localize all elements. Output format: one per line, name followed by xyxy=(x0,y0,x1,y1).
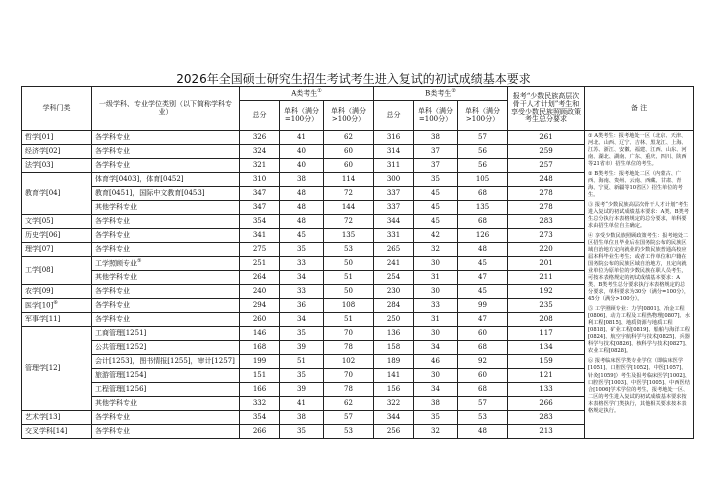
subject-cell: 公共管理[1252] xyxy=(92,341,240,355)
class-b-score-cell: 57 xyxy=(458,397,508,411)
class-a-score-cell: 266 xyxy=(240,425,280,439)
class-b-score-cell: 30 xyxy=(414,285,458,299)
special-score-cell: 257 xyxy=(508,159,585,173)
table-row xyxy=(22,131,694,145)
class-a-score-cell: 62 xyxy=(324,131,374,145)
remark-note: ③ 报考“少数民族高层次骨干人才计划”考生进入复试的初试成绩基本要求：A类、B类考生总分执行本表格规定的总分要求，单科要求由招生单位自主确定。 xyxy=(588,202,689,230)
class-b-score-cell: 241 xyxy=(374,257,414,271)
class-b-score-cell: 256 xyxy=(374,425,414,439)
special-score-cell: 283 xyxy=(508,411,585,425)
subject-cell: 各学科专业 xyxy=(92,159,240,173)
class-a-score-cell: 70 xyxy=(324,327,374,341)
class-a-score-cell: 294 xyxy=(240,299,280,313)
class-a-score-cell: 34 xyxy=(280,313,324,327)
class-b-score-cell: 33 xyxy=(414,299,458,313)
class-a-score-cell: 48 xyxy=(280,215,324,229)
class-a-score-cell: 33 xyxy=(280,285,324,299)
subject-cell: 其他学科专业 xyxy=(92,397,240,411)
class-b-score-cell: 314 xyxy=(374,145,414,159)
class-a-score-cell: 60 xyxy=(324,145,374,159)
class-b-score-cell: 57 xyxy=(458,131,508,145)
class-b-score-cell: 311 xyxy=(374,159,414,173)
class-a-score-cell: 38 xyxy=(280,173,324,187)
class-b-score-cell: 45 xyxy=(458,257,508,271)
class-b-score-cell: 47 xyxy=(458,313,508,327)
class-b-score-cell: 68 xyxy=(458,187,508,201)
subject-cell: 各学科专业 xyxy=(92,131,240,145)
class-a-score-cell: 144 xyxy=(324,201,374,215)
class-b-score-cell: 56 xyxy=(458,145,508,159)
class-a-score-cell: 51 xyxy=(324,313,374,327)
class-b-score-cell: 31 xyxy=(414,313,458,327)
subject-cell: 各学科专业 xyxy=(92,411,240,425)
class-a-score-cell: 102 xyxy=(324,355,374,369)
class-b-score-cell: 34 xyxy=(414,383,458,397)
class-a-score-cell: 151 xyxy=(240,369,280,383)
subject-cell: 各学科专业 xyxy=(92,299,240,313)
class-b-score-cell: 344 xyxy=(374,215,414,229)
special-score-cell: 278 xyxy=(508,187,585,201)
class-b-score-cell: 337 xyxy=(374,201,414,215)
class-a-score-cell: 78 xyxy=(324,341,374,355)
class-a-score-cell: 354 xyxy=(240,411,280,425)
b-single100-header: 单科（满分=100分） xyxy=(414,101,458,131)
a-total-header: 总分 xyxy=(240,101,280,131)
subject-cell: 体育学[0403]，体育[0452] xyxy=(92,173,240,187)
class-b-score-cell: 136 xyxy=(374,327,414,341)
class-b-score-cell: 68 xyxy=(458,341,508,355)
special-score-cell: 211 xyxy=(508,271,585,285)
class-a-score-cell: 251 xyxy=(240,257,280,271)
class-b-score-cell: 135 xyxy=(458,201,508,215)
special-score-cell: 273 xyxy=(508,229,585,243)
category-cell: 交叉学科[14] xyxy=(22,425,92,439)
class-b-score-cell: 38 xyxy=(414,131,458,145)
class-a-score-cell: 310 xyxy=(240,173,280,187)
class-a-score-cell: 35 xyxy=(280,425,324,439)
class-a-score-cell: 240 xyxy=(240,285,280,299)
class-b-score-cell: 99 xyxy=(458,299,508,313)
special-score-cell: 159 xyxy=(508,355,585,369)
class-a-score-cell: 50 xyxy=(324,285,374,299)
class-a-score-cell: 36 xyxy=(280,299,324,313)
class-a-score-cell: 135 xyxy=(324,229,374,243)
class-a-score-cell: 33 xyxy=(280,257,324,271)
special-score-cell: 121 xyxy=(508,369,585,383)
category-cell: 法学[03] xyxy=(22,159,92,173)
class-a-score-cell: 78 xyxy=(324,383,374,397)
remark-note: ⑥ 报考临床医学类专业学位（即临床医学[1051]、口腔医学[1052]、中医[1057]、针灸[1059]）考生及报考临床医学[1002]、口腔医学[1003]、中医学[1005]、中西医结合[1006]学术学位的考生，报考地处一区、二区的考生进入复试的初试成绩基本要求按本表格医学门类执行，其他相关要求按本表格规定执行。 xyxy=(588,358,690,414)
category-cell: 文学[05] xyxy=(22,215,92,229)
class-b-score-cell: 38 xyxy=(414,397,458,411)
class-b-score-cell: 250 xyxy=(374,313,414,327)
category-cell: 管理学[12] xyxy=(22,327,92,411)
a-single-gt100-header: 单科（满分>100分） xyxy=(324,101,374,131)
class-a-score-cell: 41 xyxy=(280,131,324,145)
remark-note: ⑤ 工学照顾专业：力学[0801]、冶金工程[0806]、动力工程及工程热物理[0807]、水利工程[0815]、地质资源与地质工程[0818]、矿业工程[0819]、船舶与海洋工程[0824]、航空宇航科学与技术[0825]、兵器科学与技术[0826]、核科学与技术[0827]、农业工程[0828]。 xyxy=(588,306,690,355)
class-b-score-cell: 32 xyxy=(414,425,458,439)
class-b-score-cell: 35 xyxy=(414,173,458,187)
class-b-score-cell: 68 xyxy=(458,383,508,397)
special-score-cell: 133 xyxy=(508,383,585,397)
special-score-cell: 134 xyxy=(508,341,585,355)
class-b-score-cell: 30 xyxy=(414,369,458,383)
subject-cell: 各学科专业 xyxy=(92,285,240,299)
subject-cell: 工程管理[1256] xyxy=(92,383,240,397)
class-a-score-cell: 50 xyxy=(324,257,374,271)
class-b-score-cell: 45 xyxy=(458,285,508,299)
b-single-gt100-header: 单科（满分>100分） xyxy=(458,101,508,131)
class-a-score-cell: 72 xyxy=(324,215,374,229)
subject-cell: 各学科专业 xyxy=(92,215,240,229)
class-a-score-cell: 62 xyxy=(324,397,374,411)
class-b-score-cell: 46 xyxy=(414,355,458,369)
remarks-header: 备 注 xyxy=(585,87,694,131)
class-a-score-cell: 332 xyxy=(240,397,280,411)
subject-cell: 各学科专业 xyxy=(92,425,240,439)
score-table xyxy=(21,86,694,439)
class-b-score-cell: 322 xyxy=(374,397,414,411)
special-score-cell: 261 xyxy=(508,131,585,145)
category-cell: 艺术学[13] xyxy=(22,411,92,425)
class-b-score-cell: 34 xyxy=(414,341,458,355)
class-b-score-cell: 37 xyxy=(414,145,458,159)
class-a-score-cell: 45 xyxy=(280,229,324,243)
class-a-score-cell: 260 xyxy=(240,313,280,327)
class-b-score-cell: 37 xyxy=(414,159,458,173)
class-b-score-cell: 42 xyxy=(414,229,458,243)
class-a-score-cell: 70 xyxy=(324,369,374,383)
subject-cell: 各学科专业 xyxy=(92,229,240,243)
class-a-score-cell: 53 xyxy=(324,243,374,257)
special-score-cell: 248 xyxy=(508,173,585,187)
class-a-score-cell: 35 xyxy=(280,243,324,257)
subject-cell: 会计[1253]，图书情报[1255]，审计[1257] xyxy=(92,355,240,369)
class-b-score-cell: 126 xyxy=(458,229,508,243)
class-a-header: A类考生① xyxy=(240,87,374,101)
class-a-score-cell: 324 xyxy=(240,145,280,159)
class-a-score-cell: 264 xyxy=(240,271,280,285)
special-score-cell: 220 xyxy=(508,243,585,257)
class-b-score-cell: 68 xyxy=(458,215,508,229)
class-b-score-cell: 60 xyxy=(458,369,508,383)
page-title: 2026年全国硕士研究生招生考试考生进入复试的初试成绩基本要求 xyxy=(176,72,531,86)
class-b-score-cell: 53 xyxy=(458,411,508,425)
class-b-score-cell: 337 xyxy=(374,187,414,201)
class-a-score-cell: 40 xyxy=(280,145,324,159)
class-a-score-cell: 51 xyxy=(280,355,324,369)
remark-note: ① A类考生：报考地处一区（北京、天津、河北、山西、辽宁、吉林、黑龙江、上海、江苏、浙江、安徽、福建、江西、山东、河南、湖北、湖南、广东、重庆、四川、陕西等21省市）招生单位的考生。 xyxy=(588,133,687,168)
b-total-header: 总分 xyxy=(374,101,414,131)
class-a-score-cell: 354 xyxy=(240,215,280,229)
class-b-score-cell: 30 xyxy=(414,327,458,341)
class-b-score-cell: 35 xyxy=(414,411,458,425)
category-cell: 理学[07] xyxy=(22,243,92,257)
special-score-cell: 266 xyxy=(508,397,585,411)
class-a-score-cell: 41 xyxy=(280,397,324,411)
class-a-score-cell: 347 xyxy=(240,187,280,201)
special-score-cell: 259 xyxy=(508,145,585,159)
class-b-score-cell: 230 xyxy=(374,285,414,299)
class-a-score-cell: 166 xyxy=(240,383,280,397)
category-cell: 教育学[04] xyxy=(22,173,92,215)
category-cell: 军事学[11] xyxy=(22,313,92,327)
category-cell: 医学[10]⑥ xyxy=(22,299,92,313)
class-a-score-cell: 38 xyxy=(280,411,324,425)
class-b-score-cell: 284 xyxy=(374,299,414,313)
class-b-score-cell: 156 xyxy=(374,383,414,397)
class-a-score-cell: 199 xyxy=(240,355,280,369)
special-header: 报考“少数民族高层次骨干人才计划”考生和享受少数民族照顾政策考生总分要求 xyxy=(508,87,585,131)
category-cell: 农学[09] xyxy=(22,285,92,299)
class-b-score-cell: 141 xyxy=(374,369,414,383)
special-score-cell: 278 xyxy=(508,201,585,215)
class-b-score-cell: 92 xyxy=(458,355,508,369)
class-b-score-cell: 158 xyxy=(374,341,414,355)
special-score-cell: 208 xyxy=(508,313,585,327)
a-single100-header: 单科（满分=100分） xyxy=(280,101,324,131)
class-b-score-cell: 300 xyxy=(374,173,414,187)
category-cell: 历史学[06] xyxy=(22,229,92,243)
category-cell: 经济学[02] xyxy=(22,145,92,159)
special-score-cell: 117 xyxy=(508,327,585,341)
class-a-score-cell: 321 xyxy=(240,159,280,173)
subject-cell: 其他学科专业 xyxy=(92,271,240,285)
special-score-cell: 192 xyxy=(508,285,585,299)
class-b-score-cell: 105 xyxy=(458,173,508,187)
class-a-score-cell: 48 xyxy=(280,187,324,201)
class-b-score-cell: 45 xyxy=(414,187,458,201)
subject-cell: 旅游管理[1254] xyxy=(92,369,240,383)
remark-note: ② B类考生：报考地处二区（内蒙古、广西、海南、贵州、云南、西藏、甘肃、青海、宁夏、新疆等10省区）招生单位的考生。 xyxy=(588,171,683,199)
special-score-cell: 235 xyxy=(508,299,585,313)
subject-cell: 教育[0451]，国际中文教育[0453] xyxy=(92,187,240,201)
class-b-score-cell: 31 xyxy=(414,271,458,285)
class-a-score-cell: 40 xyxy=(280,159,324,173)
class-a-score-cell: 114 xyxy=(324,173,374,187)
subject-header: 一级学科、专业学位类别（以下简称学科专业） xyxy=(92,87,240,131)
class-a-score-cell: 39 xyxy=(280,341,324,355)
class-b-score-cell: 189 xyxy=(374,355,414,369)
class-a-score-cell: 168 xyxy=(240,341,280,355)
class-b-score-cell: 48 xyxy=(458,425,508,439)
subject-cell: 工商管理[1251] xyxy=(92,327,240,341)
class-a-score-cell: 347 xyxy=(240,201,280,215)
class-a-score-cell: 108 xyxy=(324,299,374,313)
subject-cell: 各学科专业 xyxy=(92,145,240,159)
category-cell: 工学[08] xyxy=(22,257,92,285)
special-score-cell: 201 xyxy=(508,257,585,271)
class-b-score-cell: 45 xyxy=(414,215,458,229)
class-b-score-cell: 45 xyxy=(414,201,458,215)
class-b-score-cell: 316 xyxy=(374,131,414,145)
class-b-score-cell: 48 xyxy=(458,243,508,257)
class-a-score-cell: 57 xyxy=(324,411,374,425)
class-a-score-cell: 51 xyxy=(324,271,374,285)
class-a-score-cell: 341 xyxy=(240,229,280,243)
class-a-score-cell: 35 xyxy=(280,369,324,383)
class-a-score-cell: 72 xyxy=(324,187,374,201)
class-a-score-cell: 326 xyxy=(240,131,280,145)
class-a-score-cell: 275 xyxy=(240,243,280,257)
class-a-score-cell: 60 xyxy=(324,159,374,173)
special-score-cell: 213 xyxy=(508,425,585,439)
class-b-header: B类考生② xyxy=(374,87,508,101)
remarks-cell xyxy=(585,131,694,439)
class-a-score-cell: 35 xyxy=(280,327,324,341)
class-b-score-cell: 56 xyxy=(458,159,508,173)
class-b-score-cell: 331 xyxy=(374,229,414,243)
subject-cell: 其他学科专业 xyxy=(92,201,240,215)
class-a-score-cell: 34 xyxy=(280,271,324,285)
category-header: 学科门类 xyxy=(22,87,92,131)
category-cell: 哲学[01] xyxy=(22,131,92,145)
class-b-score-cell: 32 xyxy=(414,243,458,257)
remark-note: ④ 享受少数民族照顾政策考生：报考地处二区招生单位且毕业后在国务院公布的民族区域自治地方定向就业的少数民族普通高校应届本科毕业生考生；或者工作单位和户籍在国务院公布的民族区域自治地方，且定向就业单位为原单位的少数民族在职人员考生，可按本表格规定的初试成绩基本要求：A类、B类考生总分要求执行本表格规定的总分要求，单科要求为30分（满分=100分），45分（满分>100分）。 xyxy=(588,233,690,303)
class-a-score-cell: 39 xyxy=(280,383,324,397)
special-score-cell: 283 xyxy=(508,215,585,229)
subject-cell: 各学科专业 xyxy=(92,313,240,327)
class-b-score-cell: 47 xyxy=(458,271,508,285)
subject-cell: 工学照顾专业⑤ xyxy=(92,257,240,271)
class-b-score-cell: 30 xyxy=(414,257,458,271)
class-a-score-cell: 48 xyxy=(280,201,324,215)
class-a-score-cell: 53 xyxy=(324,425,374,439)
class-a-score-cell: 146 xyxy=(240,327,280,341)
class-b-score-cell: 344 xyxy=(374,411,414,425)
class-b-score-cell: 254 xyxy=(374,271,414,285)
class-b-score-cell: 60 xyxy=(458,327,508,341)
class-b-score-cell: 265 xyxy=(374,243,414,257)
subject-cell: 各学科专业 xyxy=(92,243,240,257)
